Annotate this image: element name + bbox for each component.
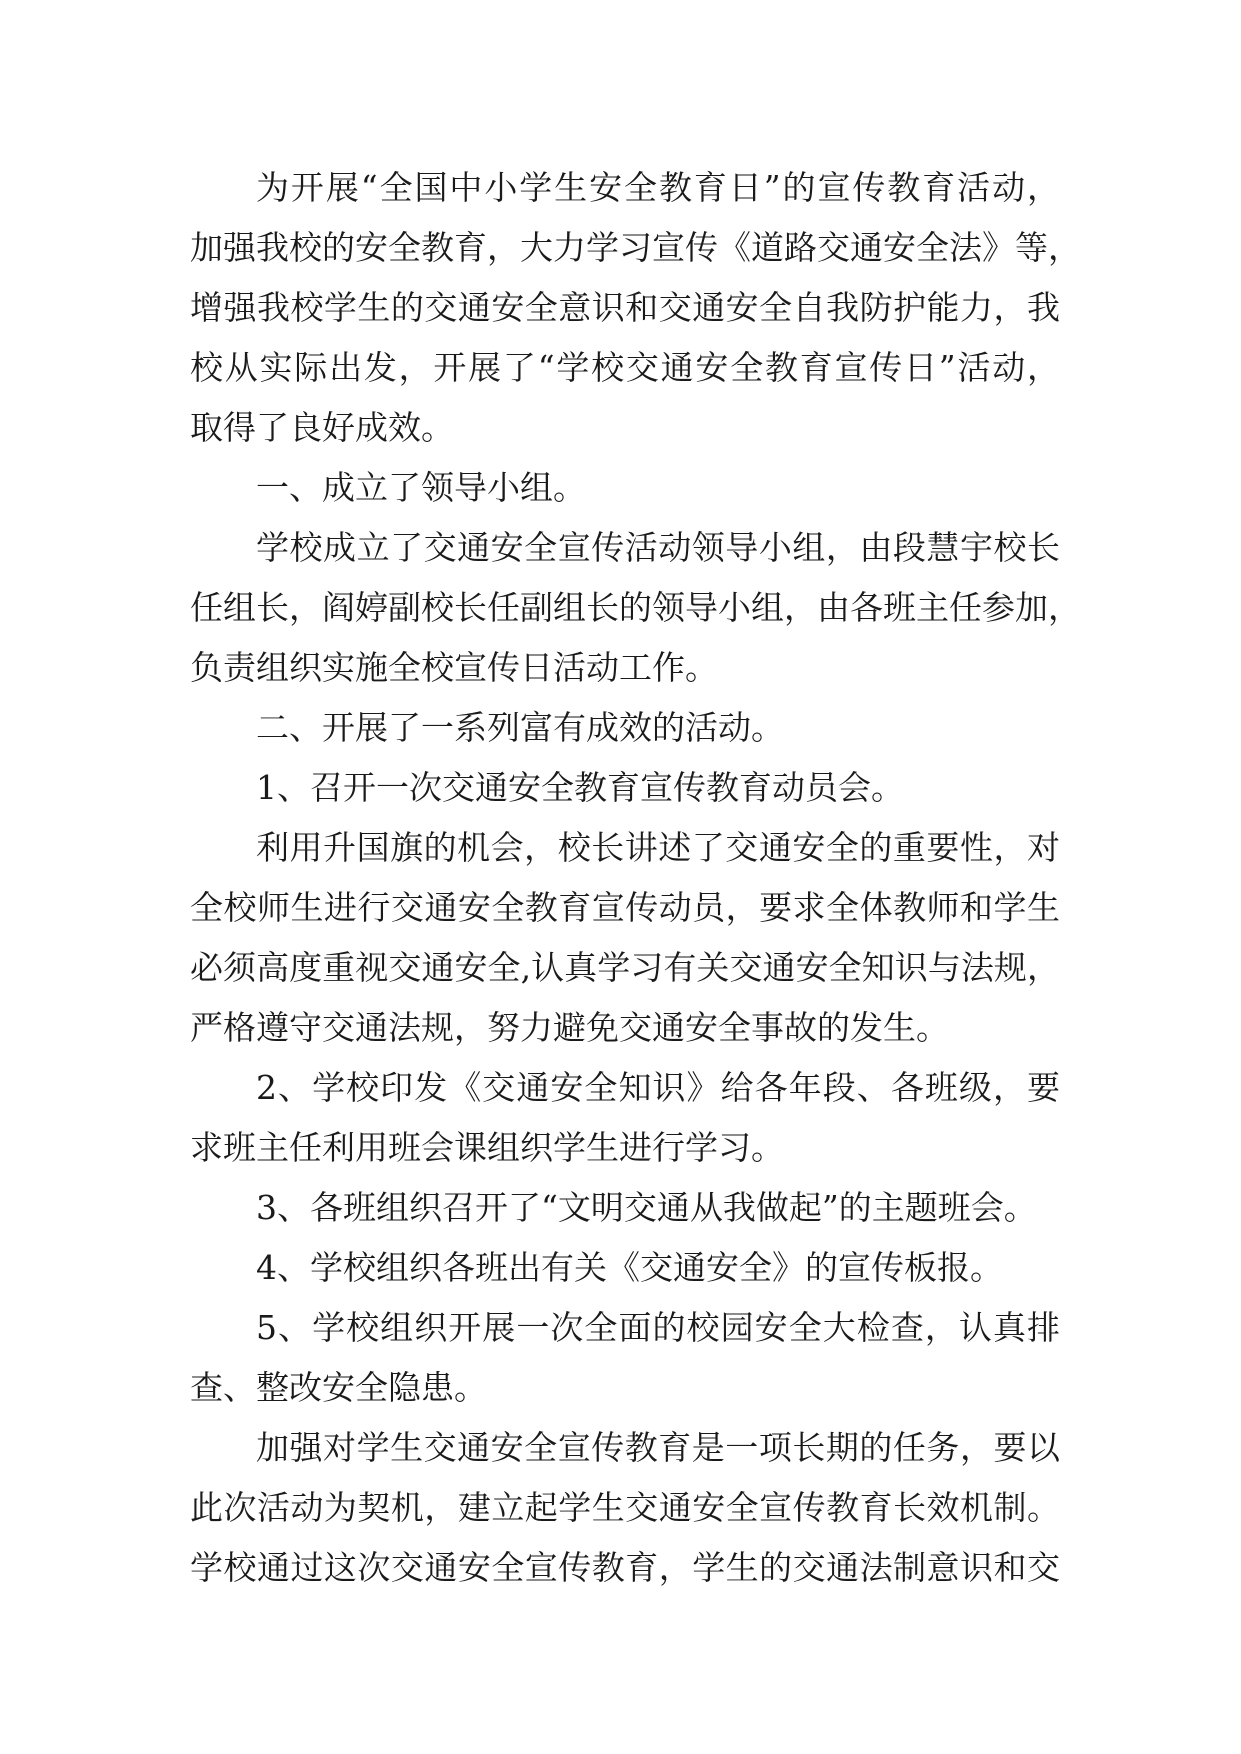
section-heading: 二、开展了一系列富有成效的活动。 — [256, 708, 784, 747]
paragraph-line: 此次活动为契机，建立起学生交通安全宣传教育长效机制。 — [190, 1488, 1060, 1527]
paragraph-line: 校从实际出发，开展了“学校交通安全教育宣传日”活动， — [190, 348, 1060, 387]
section-heading: 一、成立了领导小组。 — [256, 468, 586, 507]
paragraph-line: 为开展“全国中小学生安全教育日”的宣传教育活动， — [256, 168, 1060, 207]
paragraph-line: 任组长，阎婷副校长任副组长的领导小组，由各班主任参加， — [190, 588, 1081, 627]
list-item: 2、学校印发《交通安全知识》给各年段、各班级，要 — [256, 1068, 1060, 1107]
list-item: 3、各班组织召开了“文明交通从我做起”的主题班会。 — [256, 1188, 1037, 1227]
paragraph-line: 取得了良好成效。 — [190, 408, 454, 447]
paragraph-line: 增强我校学生的交通安全意识和交通安全自我防护能力，我 — [190, 288, 1060, 327]
paragraph-line: 全校师生进行交通安全教育宣传动员，要求全体教师和学生 — [190, 888, 1060, 927]
paragraph-line: 严格遵守交通法规，努力避免交通安全事故的发生。 — [190, 1008, 949, 1047]
paragraph-line: 负责组织实施全校宣传日活动工作。 — [190, 648, 718, 687]
paragraph-line: 加强我校的安全教育，大力学习宣传《道路交通安全法》等， — [190, 228, 1081, 267]
paragraph-line: 学校通过这次交通安全宣传教育，学生的交通法制意识和交 — [190, 1548, 1060, 1587]
list-item: 4、学校组织各班出有关《交通安全》的宣传板报。 — [256, 1248, 1003, 1287]
body-text — [190, 158, 1081, 1598]
list-item: 5、学校组织开展一次全面的校园安全大检查，认真排 — [256, 1308, 1060, 1347]
paragraph-line: 加强对学生交通安全宣传教育是一项长期的任务，要以 — [256, 1428, 1060, 1467]
paragraph-line: 求班主任利用班会课组织学生进行学习。 — [190, 1128, 784, 1167]
list-item: 1、召开一次交通安全教育宣传教育动员会。 — [256, 768, 904, 807]
paragraph-line: 查、整改安全隐患。 — [190, 1368, 487, 1407]
paragraph-line: 学校成立了交通安全宣传活动领导小组，由段慧宇校长 — [256, 528, 1060, 567]
paragraph-line: 必须高度重视交通安全,认真学习有关交通安全知识与法规， — [190, 948, 1060, 987]
paragraph-line: 利用升国旗的机会，校长讲述了交通安全的重要性，对 — [256, 828, 1060, 867]
